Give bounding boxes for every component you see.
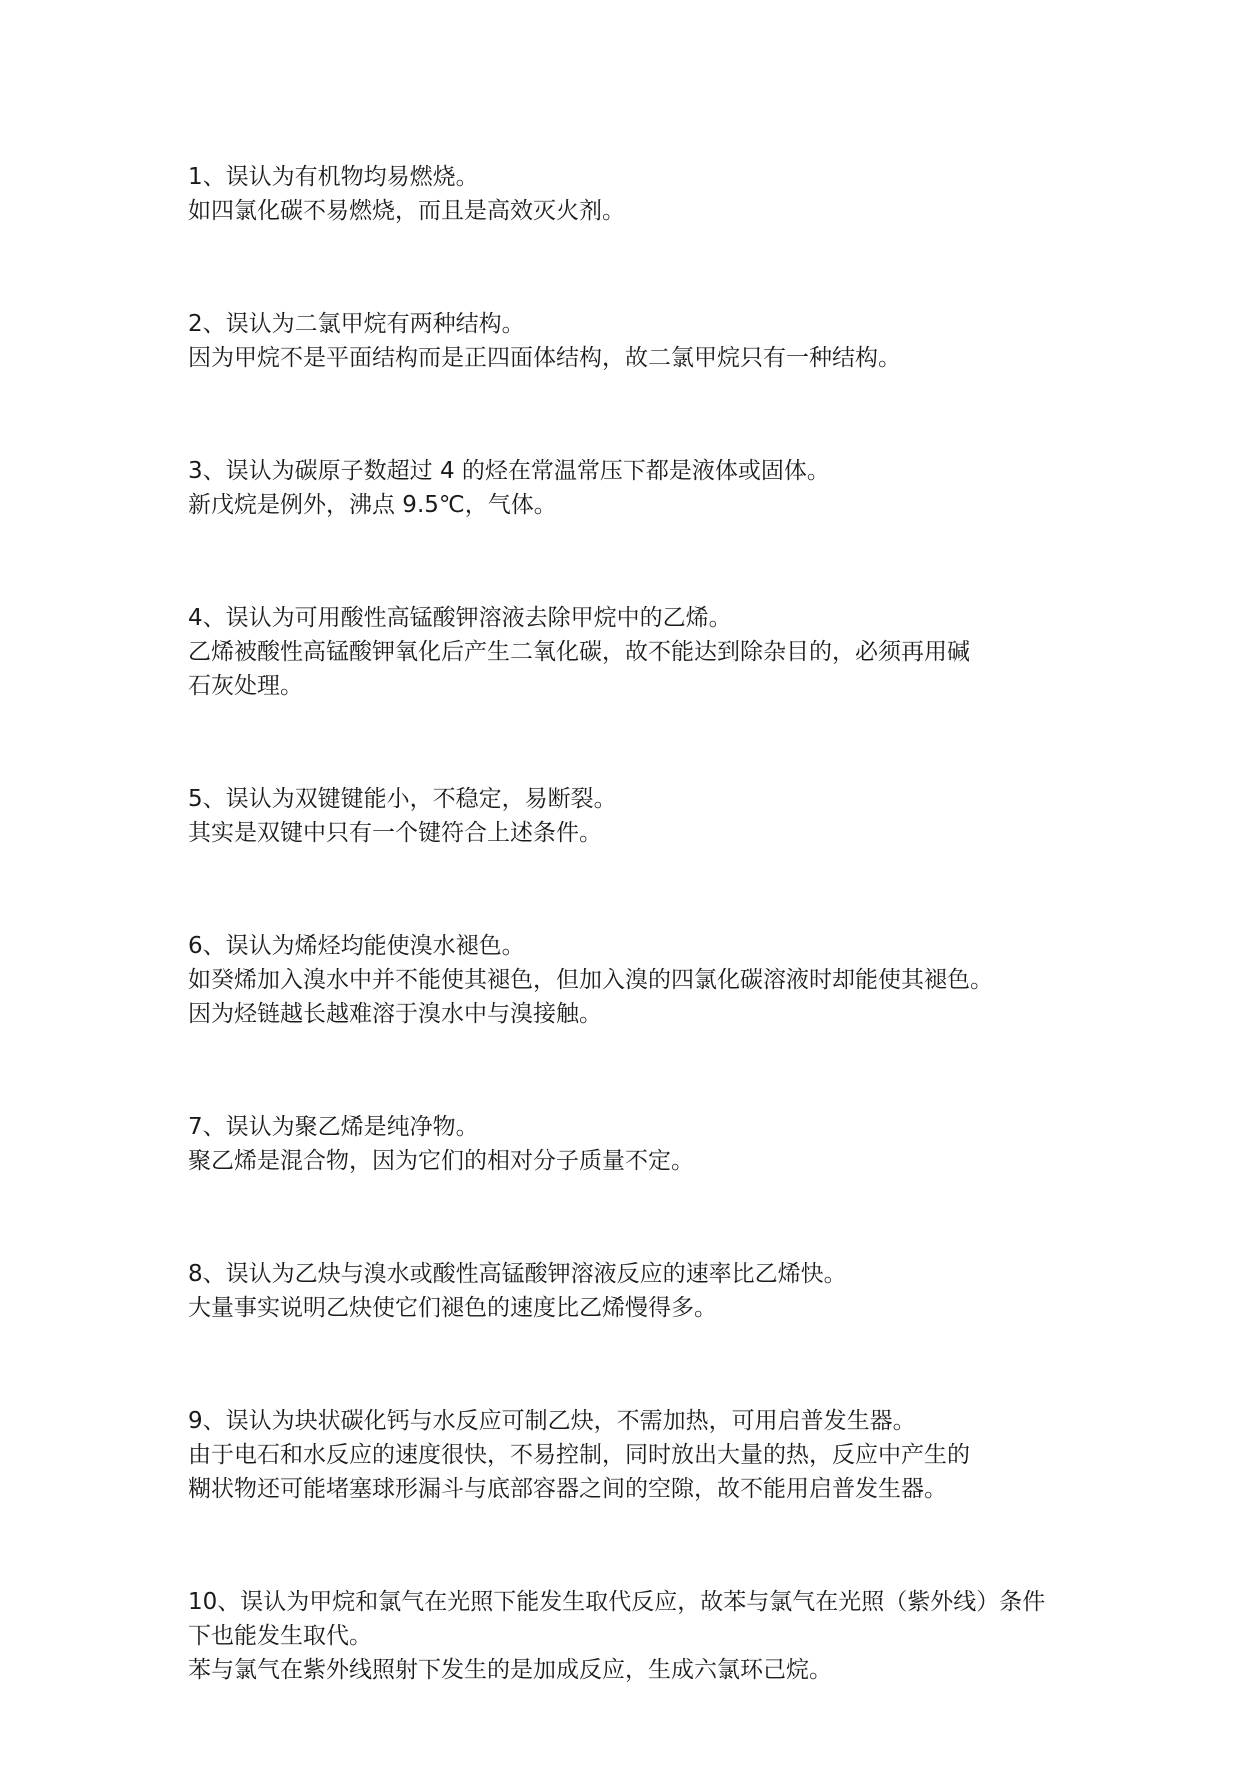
item-question: 9、误认为块状碳化钙与水反应可制乙炔，不需加热，可用启普发生器。 (188, 1408, 916, 1434)
misconception-list (188, 160, 1068, 1766)
item-question: 3、误认为碳原子数超过 4 的烃在常温常压下都是液体或固体。 (188, 458, 830, 484)
item-answer: 其实是双键中只有一个键符合上述条件。 (188, 820, 602, 846)
list-item (188, 160, 1068, 228)
item-question: 6、误认为烯烃均能使溴水褪色。 (188, 933, 525, 959)
item-question: 4、误认为可用酸性高锰酸钾溶液去除甲烷中的乙烯。 (188, 605, 732, 631)
item-question: 8、误认为乙炔与溴水或酸性高锰酸钾溶液反应的速率比乙烯快。 (188, 1261, 847, 1287)
list-item (188, 1404, 1068, 1506)
item-answer: 因为甲烷不是平面结构而是正四面体结构，故二氯甲烷只有一种结构。 (188, 345, 901, 371)
item-answer: 如四氯化碳不易燃烧，而且是高效灭火剂。 (188, 198, 625, 224)
item-question: 7、误认为聚乙烯是纯净物。 (188, 1114, 479, 1140)
item-answer: 如癸烯加入溴水中并不能使其褪色，但加入溴的四氯化碳溶液时却能使其褪色。 (188, 967, 993, 993)
item-question: 2、误认为二氯甲烷有两种结构。 (188, 311, 525, 337)
list-item (188, 601, 1068, 703)
item-answer: 大量事实说明乙炔使它们褪色的速度比乙烯慢得多。 (188, 1295, 717, 1321)
list-item (188, 929, 1068, 1031)
list-item (188, 1110, 1068, 1178)
item-answer: 新戊烷是例外，沸点 9.5℃，气体。 (188, 492, 557, 518)
item-question: 10、误认为甲烷和氯气在光照下能发生取代反应，故苯与氯气在光照（紫外线）条件下也能发生取代。 (188, 1589, 1046, 1649)
item-answer: 石灰处理。 (188, 673, 303, 699)
item-answer: 聚乙烯是混合物，因为它们的相对分子质量不定。 (188, 1148, 694, 1174)
item-question: 5、误认为双键键能小，不稳定，易断裂。 (188, 786, 617, 812)
item-answer: 糊状物还可能堵塞球形漏斗与底部容器之间的空隙，故不能用启普发生器。 (188, 1476, 947, 1502)
list-item (188, 782, 1068, 850)
list-item (188, 307, 1068, 375)
item-answer: 苯与氯气在紫外线照射下发生的是加成反应，生成六氯环己烷。 (188, 1657, 832, 1683)
item-question: 1、误认为有机物均易燃烧。 (188, 164, 479, 190)
item-answer: 因为烃链越长越难溶于溴水中与溴接触。 (188, 1001, 602, 1027)
list-item (188, 454, 1068, 522)
item-answer: 乙烯被酸性高锰酸钾氧化后产生二氧化碳，故不能达到除杂目的，必须再用碱 (188, 639, 970, 665)
list-item (188, 1585, 1068, 1687)
list-item (188, 1257, 1068, 1325)
item-answer: 由于电石和水反应的速度很快，不易控制，同时放出大量的热，反应中产生的 (188, 1442, 970, 1468)
